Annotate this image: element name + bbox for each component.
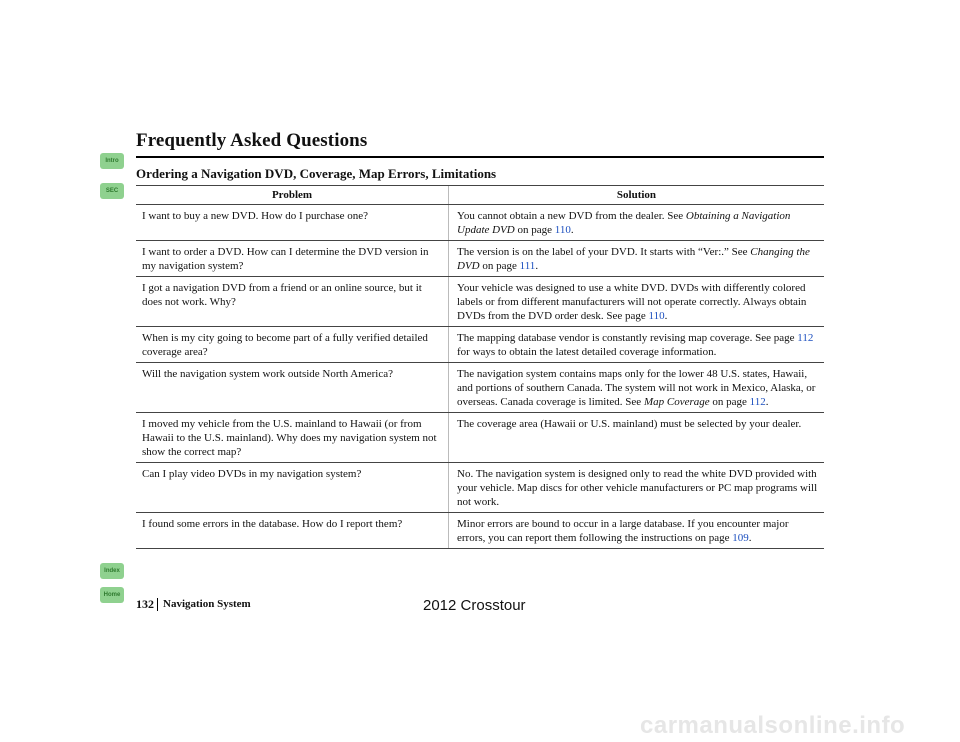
site-watermark: carmanualsonline.info <box>640 712 906 739</box>
reference-title: Obtaining a Navigation Update DVD <box>457 210 791 236</box>
solution-text-end: . <box>535 260 539 272</box>
problem-cell: When is my city going to become part of a fully verified detailed coverage area? <box>136 327 449 363</box>
solution-cell <box>449 205 825 241</box>
page-link[interactable]: 112 <box>797 332 814 344</box>
page-link[interactable]: 111 <box>519 260 536 272</box>
footer-divider <box>157 598 158 611</box>
solution-text: The version is on the label of your DVD. It starts with “Ver:.” See <box>457 246 751 258</box>
page-link[interactable]: 110 <box>554 224 571 236</box>
table-row <box>136 277 824 327</box>
solution-text: You cannot obtain a new DVD from the dealer. See <box>457 210 686 222</box>
solution-text-end: . <box>664 310 668 322</box>
table-row <box>136 241 824 277</box>
solution-text: The navigation system contains maps only for the lower 48 U.S. states, Hawaii, and portions of southern Canada. The system will not work in Mexico, Alaska, or overseas. Canada coverage is limited. See <box>457 368 816 408</box>
solution-text: No. The navigation system is designed only to read the white DVD provided with your vehicle. Map discs for other vehicle manufacturers or PC map programs will not work. <box>457 468 818 508</box>
solution-text-end: for ways to obtain the latest detailed coverage information. <box>457 346 717 358</box>
title-divider <box>136 156 824 158</box>
solution-text-mid: on page <box>709 396 750 408</box>
problem-cell: Will the navigation system work outside North America? <box>136 363 449 413</box>
solution-cell <box>449 413 825 463</box>
index-tab[interactable]: Index <box>100 563 124 579</box>
faq-table <box>136 185 824 549</box>
problem-cell: I found some errors in the database. How do I report them? <box>136 513 449 549</box>
solution-text-end: . <box>748 532 752 544</box>
solution-text-mid: on page <box>514 224 555 236</box>
problem-cell: I want to buy a new DVD. How do I purchase one? <box>136 205 449 241</box>
page-number: 132 <box>136 597 154 611</box>
solution-text-end: . <box>765 396 769 408</box>
solution-cell <box>449 463 825 513</box>
table-row <box>136 363 824 413</box>
problem-cell: I moved my vehicle from the U.S. mainland to Hawaii (or from Hawaii to the U.S. mainland). Why does my navigation system not show the correct map? <box>136 413 449 463</box>
solution-cell <box>449 277 825 327</box>
problem-cell: Can I play video DVDs in my navigation system? <box>136 463 449 513</box>
solution-text: The mapping database vendor is constantly revising map coverage. See page <box>457 332 798 344</box>
page-link[interactable]: 112 <box>749 396 766 408</box>
section-heading: Ordering a Navigation DVD, Coverage, Map Errors, Limitations <box>136 166 497 181</box>
faq-body <box>136 205 824 549</box>
solution-text-end: . <box>570 224 574 236</box>
solution-cell <box>449 327 825 363</box>
solution-text: The coverage area (Hawaii or U.S. mainland) must be selected by your dealer. <box>457 418 802 430</box>
table-header-row <box>136 186 824 205</box>
table-row <box>136 463 824 513</box>
page-title: Frequently Asked Questions <box>136 130 368 151</box>
solution-text: Minor errors are bound to occur in a large database. If you encounter major errors, you can report them following the instructions on page <box>457 518 789 544</box>
table-row <box>136 513 824 549</box>
solution-header: Solution <box>449 186 825 205</box>
problem-cell: I got a navigation DVD from a friend or an online source, but it does not work. Why? <box>136 277 449 327</box>
home-tab[interactable]: Home <box>100 587 124 603</box>
solution-cell <box>449 363 825 413</box>
page-link[interactable]: 109 <box>732 532 749 544</box>
reference-title: Changing the DVD <box>457 246 810 272</box>
page-link[interactable]: 110 <box>648 310 665 322</box>
problem-header: Problem <box>136 186 449 205</box>
problem-cell: I want to order a DVD. How can I determine the DVD version in my navigation system? <box>136 241 449 277</box>
solution-text-mid: on page <box>479 260 520 272</box>
intro-tab[interactable]: Intro <box>100 153 124 169</box>
table-row <box>136 413 824 463</box>
solution-cell <box>449 241 825 277</box>
sec-tab[interactable]: SEC <box>100 183 124 199</box>
table-row <box>136 327 824 363</box>
footer-section: Navigation System <box>163 598 251 610</box>
solution-cell <box>449 513 825 549</box>
table-row <box>136 205 824 241</box>
model-watermark: 2012 Crosstour <box>423 597 526 614</box>
reference-title: Map Coverage <box>643 396 710 408</box>
solution-text: Your vehicle was designed to use a white DVD. DVDs with differently colored labels or from different manufacturers will not operate correctly. Always obtain DVDs from the DVD order desk. See page <box>457 282 807 322</box>
